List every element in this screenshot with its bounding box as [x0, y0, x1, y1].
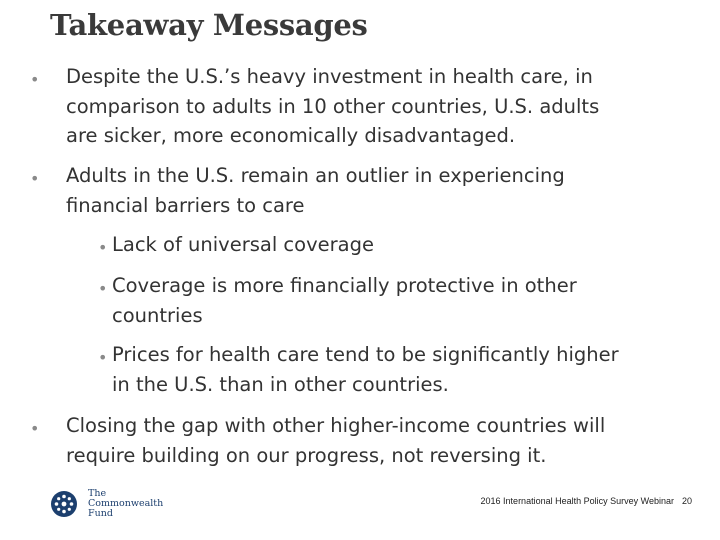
bullet-marker: • [30, 70, 40, 89]
survey-label: 2016 International Health Policy Survey Webinar [480, 496, 674, 506]
sub-bullet-2-line-1: Coverage is more financially protective in other [112, 274, 577, 297]
logo-line-3: Fund [88, 508, 113, 519]
footer-caption [481, 496, 692, 506]
bullet-3-line-2: require building on our progress, not reversing it. [66, 444, 547, 467]
bullet-marker: • [30, 169, 40, 188]
sub-bullet-marker: • [98, 348, 108, 367]
sub-bullet-marker: • [98, 279, 108, 298]
bullet-1-line-1: Despite the U.S.’s heavy investment in health care, in [66, 65, 593, 88]
page-number: 20 [681, 496, 692, 506]
bullet-1-line-3: are sicker, more economically disadvantaged. [66, 124, 516, 147]
sub-bullet-1-line-1: Lack of universal coverage [112, 233, 374, 256]
sub-bullet-3-line-2: in the U.S. than in other countries. [112, 373, 449, 396]
sub-bullet-3-line-1: Prices for health care tend to be significantly higher [112, 343, 619, 366]
sub-bullet-2-line-2: countries [112, 304, 203, 327]
bullet-2-line-2: financial barriers to care [66, 194, 305, 217]
logo-text [88, 489, 163, 519]
bullet-1-line-2: comparison to adults in 10 other countries, U.S. adults [66, 95, 600, 118]
bullet-2-line-1: Adults in the U.S. remain an outlier in experiencing [66, 164, 565, 187]
logo-line-1: The [88, 488, 107, 499]
page-title: Takeaway Messages [50, 8, 368, 42]
bullet-3-line-1: Closing the gap with other higher-income countries will [66, 414, 606, 437]
sub-bullet-marker: • [98, 238, 108, 257]
bullet-marker: • [30, 419, 40, 438]
logo-line-2: Commonwealth [88, 498, 164, 509]
